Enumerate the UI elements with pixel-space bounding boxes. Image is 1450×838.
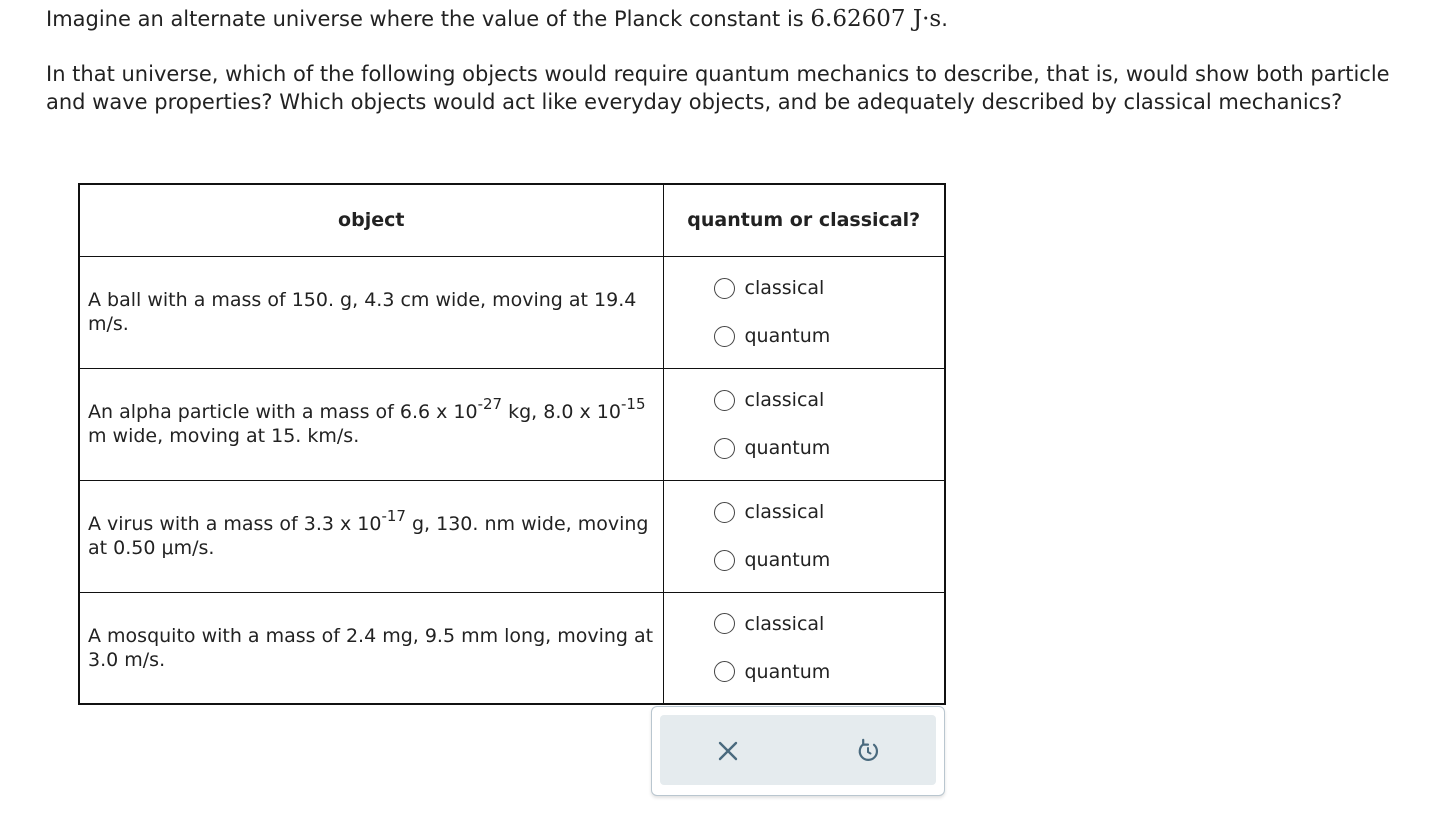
intro-text-before: Imagine an alternate universe where the value of the Planck constant is — [46, 7, 811, 31]
option-label: quantum — [744, 325, 831, 347]
radio-button[interactable] — [714, 613, 735, 634]
option-label: classical — [744, 501, 825, 523]
option-label: classical — [744, 612, 825, 635]
radio-button[interactable] — [714, 438, 735, 459]
description-text: A ball with a mass of 150. g, 4.3 cm wide, moving at 19.4 m/s. — [88, 289, 637, 335]
option-quantum[interactable] — [714, 436, 945, 460]
radio-button[interactable] — [714, 326, 735, 347]
description-text: A mosquito with a mass of 2.4 mg, 9.5 mm long, moving at 3.0 m/s. — [88, 624, 654, 671]
option-label: quantum — [744, 437, 831, 459]
object-description — [79, 256, 663, 368]
table-row — [79, 592, 945, 704]
object-description — [79, 480, 663, 592]
header-quantum-or-classical: quantum or classical? — [663, 184, 945, 256]
option-label: classical — [744, 277, 825, 299]
header-row — [79, 184, 945, 256]
option-quantum[interactable] — [714, 548, 945, 572]
exponent: -27 — [477, 394, 503, 413]
option-classical[interactable] — [714, 612, 945, 636]
choice-cell — [663, 256, 945, 368]
choice-cell — [663, 368, 945, 480]
choice-cell — [663, 480, 945, 592]
table-row — [79, 368, 945, 480]
table-row — [79, 256, 945, 368]
exponent: -15 — [620, 394, 646, 413]
option-classical[interactable] — [714, 500, 945, 524]
radio-button[interactable] — [714, 278, 735, 299]
header-object: object — [79, 184, 663, 256]
question-text: In that universe, which of the following objects would require quantum mechanics to describe, that is, would show both particle and wave properties? Which objects would act like everyday objects, and be adequately described by classical mechanics? — [46, 62, 1390, 114]
object-description — [79, 368, 663, 480]
undo-icon — [855, 738, 881, 764]
answer-toolbar — [651, 706, 945, 796]
intro-text-after: . — [941, 7, 948, 31]
radio-button[interactable] — [714, 661, 735, 682]
classification-table — [78, 183, 946, 705]
description-text: g, 130. nm wide, moving at 0.50 μm/s. — [88, 513, 649, 559]
description-text: kg, 8.0 x 10 — [502, 401, 621, 423]
radio-button[interactable] — [714, 502, 735, 523]
description-text: An alpha particle with a mass of 6.6 x 10 — [88, 401, 478, 423]
option-quantum[interactable] — [714, 660, 945, 684]
x-icon — [716, 739, 740, 763]
intro-text — [46, 5, 1416, 33]
planck-value: 6.62607 J·s — [810, 6, 942, 32]
description-text: m wide, moving at 15. km/s. — [88, 425, 360, 447]
reset-button[interactable] — [850, 733, 886, 769]
clear-button[interactable] — [710, 733, 746, 769]
option-label: quantum — [744, 549, 831, 571]
option-classical[interactable] — [714, 388, 945, 412]
object-description — [79, 592, 663, 704]
table-row — [79, 480, 945, 592]
option-label: classical — [744, 389, 825, 411]
toolbar-panel — [660, 715, 936, 785]
option-quantum[interactable] — [714, 324, 945, 348]
radio-button[interactable] — [714, 550, 735, 571]
exponent: -17 — [381, 506, 406, 525]
choice-cell — [663, 592, 945, 704]
description-text: A virus with a mass of 3.3 x 10 — [88, 513, 382, 535]
option-classical[interactable] — [714, 276, 945, 300]
option-label: quantum — [744, 660, 831, 683]
radio-button[interactable] — [714, 390, 735, 411]
